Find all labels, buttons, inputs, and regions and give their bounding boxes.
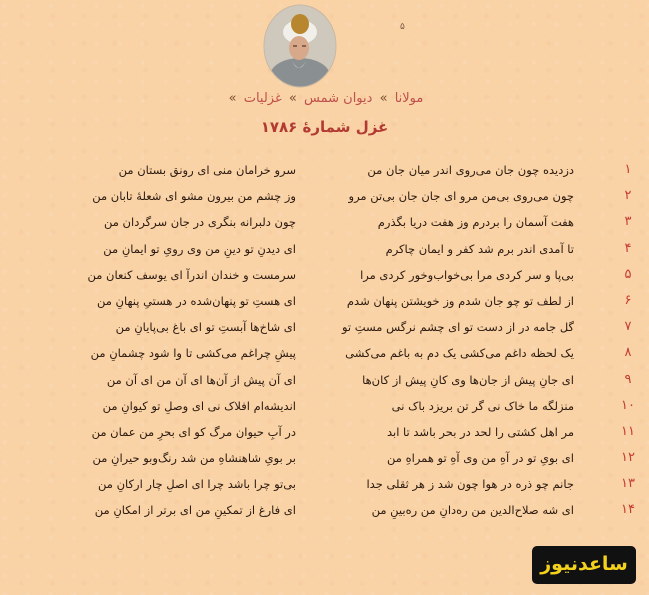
- verse-hemistich-second: ای آن پیش از آن‌ها ای آن من ای آن من: [106, 372, 296, 387]
- verse-hemistich-first: ای جانِ پیش از جان‌ها وی کانِ پیش از کان‌ها: [362, 372, 574, 387]
- rumi-portrait-icon: [263, 4, 337, 88]
- verse-number: ۱: [624, 162, 632, 177]
- breadcrumb-item-ghazals[interactable]: غزلیات: [243, 91, 282, 106]
- verse-number: ۱۴: [621, 502, 635, 518]
- site-logo: ساعدنیوز: [532, 546, 636, 584]
- small-mark: ۵: [400, 22, 405, 32]
- verse-number: ۹: [624, 371, 632, 387]
- breadcrumb-separator: »: [228, 91, 237, 106]
- verse-hemistich-first: یک لحظه داغم می‌کشی یک دم به باغم می‌کشی: [345, 346, 574, 361]
- poem-verses: [0, 157, 649, 524]
- breadcrumb-item-divan[interactable]: دیوان شمس: [304, 91, 373, 106]
- verse-number: ۱۲: [621, 450, 635, 466]
- verse-row: [0, 497, 649, 523]
- verse-hemistich-second: وز چشم من بیرون مشو ای شعلهٔ تابان من: [92, 189, 296, 204]
- verse-row: [0, 314, 649, 340]
- verse-hemistich-first: بی‌پا و سر کردی مرا بی‌خواب‌وخور کردی مرا: [360, 267, 574, 282]
- verse-row: [0, 236, 649, 262]
- verse-number: ۶: [624, 292, 632, 308]
- verse-row: [0, 183, 649, 209]
- verse-number: ۸: [624, 345, 632, 361]
- verse-hemistich-second: پیشِ چراغم می‌کشی تا وا شود چشمانِ من: [90, 346, 296, 361]
- verse-row: [0, 288, 649, 314]
- verse-hemistich-first: ای بویِ تو در آهِ من وی آهِ تو همراهِ من: [387, 451, 574, 466]
- verse-hemistich-first: از لطف تو چو جان شدم وز خویشتن پنهان شدم: [346, 293, 574, 308]
- verse-row: [0, 419, 649, 445]
- verse-number: ۱۱: [621, 423, 635, 439]
- verse-row: [0, 340, 649, 366]
- verse-row: [0, 445, 649, 471]
- verse-row: [0, 262, 649, 288]
- verse-hemistich-second: بر بویِ شاهنشاهِ من شد رنگ‌وبو حیرانِ من: [92, 451, 296, 466]
- breadcrumb-item-poet[interactable]: مولانا: [394, 91, 424, 106]
- verse-number: ۲: [624, 188, 632, 204]
- verse-number: ۱۰: [621, 397, 635, 413]
- breadcrumb: [0, 91, 649, 106]
- verse-hemistich-second: اندیشه‌ام افلاک نی ای وصلِ تو کیوانِ من: [102, 398, 296, 413]
- verse-hemistich-second: ای دیدنِ تو دینِ من وی رویِ تو ایمانِ من: [103, 241, 296, 256]
- verse-hemistich-first: مر اهل کشتی را لحد در بحر باشد تا ابد: [386, 424, 574, 439]
- verse-hemistich-first: گل جامه در از دست تو ای چشم نرگس مستِ تو: [341, 320, 574, 335]
- verse-number: ۵: [624, 266, 632, 282]
- verse-row: [0, 471, 649, 497]
- verse-hemistich-second: بی‌تو چرا باشد چرا ای اصلِ چار ارکانِ من: [98, 477, 296, 492]
- verse-hemistich-second: ای فارغ از تمکینِ من ای برتر از امکانِ من: [94, 503, 296, 518]
- breadcrumb-separator: »: [379, 91, 388, 106]
- verse-hemistich-first: چون می‌روی بی‌من مرو ای جان جان بی‌تن مرو: [348, 189, 574, 204]
- verse-number: ۱۳: [621, 476, 635, 492]
- verse-hemistich-second: سرو خرامان منی ای رونق بستان من: [118, 163, 296, 177]
- verse-row: [0, 157, 649, 183]
- verse-hemistich-first: ای شه صلاح‌الدین من ره‌دانِ من ره‌بینِ من: [371, 503, 574, 518]
- verse-hemistich-second: در آبِ حیوان مرگ کو ای بحرِ من عمان من: [91, 424, 296, 439]
- rumi-portrait: [263, 4, 337, 88]
- verse-hemistich-first: تا آمدی اندر برم شد کفر و ایمان چاکرم: [385, 241, 574, 256]
- verse-row: [0, 367, 649, 393]
- verse-row: [0, 393, 649, 419]
- verse-hemistich-second: ای شاخ‌ها آبستِ تو ای باغ بی‌پایانِ من: [115, 320, 296, 335]
- page-title: غزل شمارهٔ ۱۷۸۶: [260, 118, 389, 136]
- verse-hemistich-second: ای هستِ تو پنهان‌شده در هستیِ پنهانِ من: [96, 293, 296, 308]
- verse-row: [0, 209, 649, 235]
- verse-hemistich-first: جانم چو ذره در هوا چون شد ز هر ثقلی جدا: [366, 477, 574, 492]
- verse-hemistich-first: منزلگه ما خاک نی گر تن بریزد باک نی: [391, 398, 574, 413]
- verse-number: ۳: [624, 214, 632, 230]
- verse-hemistich-second: سرمست و خندان اندرآ ای یوسف کنعان من: [87, 267, 296, 282]
- verse-hemistich-first: دزدیده چون جان می‌روی اندر میان جان من: [367, 163, 574, 177]
- verse-number: ۴: [624, 240, 632, 256]
- breadcrumb-separator: »: [288, 91, 297, 106]
- verse-hemistich-first: هفت آسمان را بردرم وز هفت دریا بگذرم: [377, 215, 574, 230]
- verse-number: ۷: [624, 319, 632, 335]
- verse-hemistich-second: چون دلبرانه بنگری در جان سرگردان من: [103, 215, 296, 230]
